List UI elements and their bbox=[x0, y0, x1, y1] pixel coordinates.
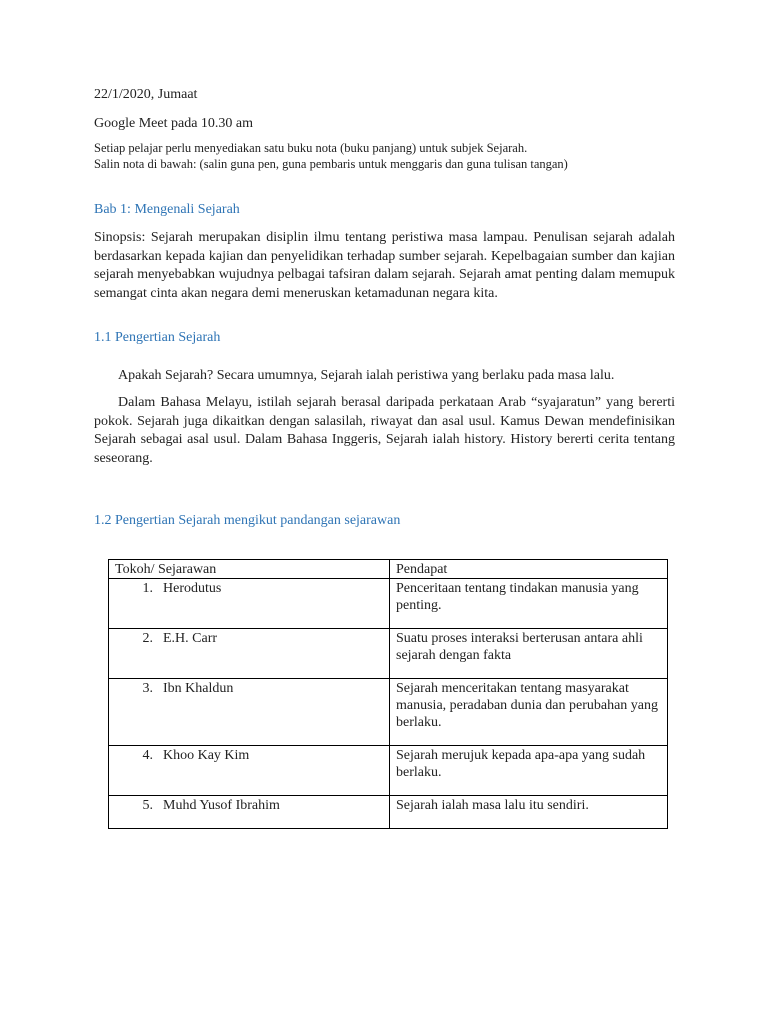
header-historian: Tokoh/ Sejarawan bbox=[109, 560, 390, 579]
row-number: 1. bbox=[142, 581, 153, 596]
header-opinion: Pendapat bbox=[390, 560, 668, 579]
row-number: 3. bbox=[142, 681, 153, 696]
historian-name: Khoo Kay Kim bbox=[163, 748, 250, 763]
opinion-cell: Sejarah merujuk kepada apa-apa yang sudah berlaku. bbox=[390, 746, 668, 796]
opinion-cell: Suatu proses interaksi berterusan antara ahli sejarah dengan fakta bbox=[390, 629, 668, 679]
historian-cell bbox=[109, 579, 390, 629]
table-row bbox=[109, 579, 668, 629]
table-row bbox=[109, 796, 668, 829]
table-row bbox=[109, 679, 668, 746]
section-1-1-paragraph-1: Apakah Sejarah? Secara umumnya, Sejarah ialah peristiwa yang berlaku pada masa lalu. bbox=[118, 368, 615, 383]
historian-table bbox=[108, 559, 668, 829]
historian-cell bbox=[109, 746, 390, 796]
section-1-1-title: 1.1 Pengertian Sejarah bbox=[94, 330, 221, 345]
table-row bbox=[109, 629, 668, 679]
opinion-cell: Sejarah ialah masa lalu itu sendiri. bbox=[390, 796, 668, 829]
section-1-2-title: 1.2 Pengertian Sejarah mengikut pandangan sejarawan bbox=[94, 513, 401, 528]
synopsis-paragraph: Sinopsis: Sejarah merupakan disiplin ilmu tentang peristiwa masa lampau. Penulisan sejarah adalah berdasarkan kepada kajian dan penyelidikan terhadap sumber sejarah. Kepelbagaian sumber dan kajian sejarah menyebabkan wujudnya pelbagai tafsiran dalam sejarah. Sejarah amat penting dalam memupuk semangat cinta akan negara demi meneruskan ketamadunan negara kita. bbox=[94, 230, 675, 301]
section-1-1-paragraph-2: Dalam Bahasa Melayu, istilah sejarah berasal daripada perkataan Arab “syajaratun” yang bererti pokok. Sejarah juga dikaitkan dengan salasilah, riwayat dan asal usul. Kamus Dewan mendefinisikan Sejarah sebagai asal usul. Dalam Bahasa Inggeris, Sejarah ialah history. History bererti cerita tentang seseorang. bbox=[94, 395, 675, 466]
row-number: 2. bbox=[142, 631, 153, 646]
row-number: 4. bbox=[142, 748, 153, 763]
historian-cell bbox=[109, 796, 390, 829]
opinion-cell: Penceritaan tentang tindakan manusia yang penting. bbox=[390, 579, 668, 629]
table-row bbox=[109, 746, 668, 796]
instruction-line-2: Salin nota di bawah: (salin guna pen, guna pembaris untuk menggaris dan guna tulisan tangan) bbox=[94, 157, 568, 171]
historian-cell bbox=[109, 629, 390, 679]
table-header-row bbox=[109, 560, 668, 579]
historian-name: E.H. Carr bbox=[163, 631, 218, 646]
opinion-cell: Sejarah menceritakan tentang masyarakat manusia, peradaban dunia dan perubahan yang berlaku. bbox=[390, 679, 668, 746]
historian-name: Muhd Yusof Ibrahim bbox=[163, 798, 280, 813]
historian-cell bbox=[109, 679, 390, 746]
chapter-title: Bab 1: Mengenali Sejarah bbox=[94, 202, 240, 217]
row-number: 5. bbox=[142, 798, 153, 813]
historian-name: Ibn Khaldun bbox=[163, 681, 234, 696]
note-date: 22/1/2020, Jumaat bbox=[94, 87, 198, 102]
meeting-info: Google Meet pada 10.30 am bbox=[94, 116, 254, 131]
historian-name: Herodutus bbox=[163, 581, 222, 596]
instruction-line-1: Setiap pelajar perlu menyediakan satu buku nota (buku panjang) untuk subjek Sejarah. bbox=[94, 141, 528, 155]
